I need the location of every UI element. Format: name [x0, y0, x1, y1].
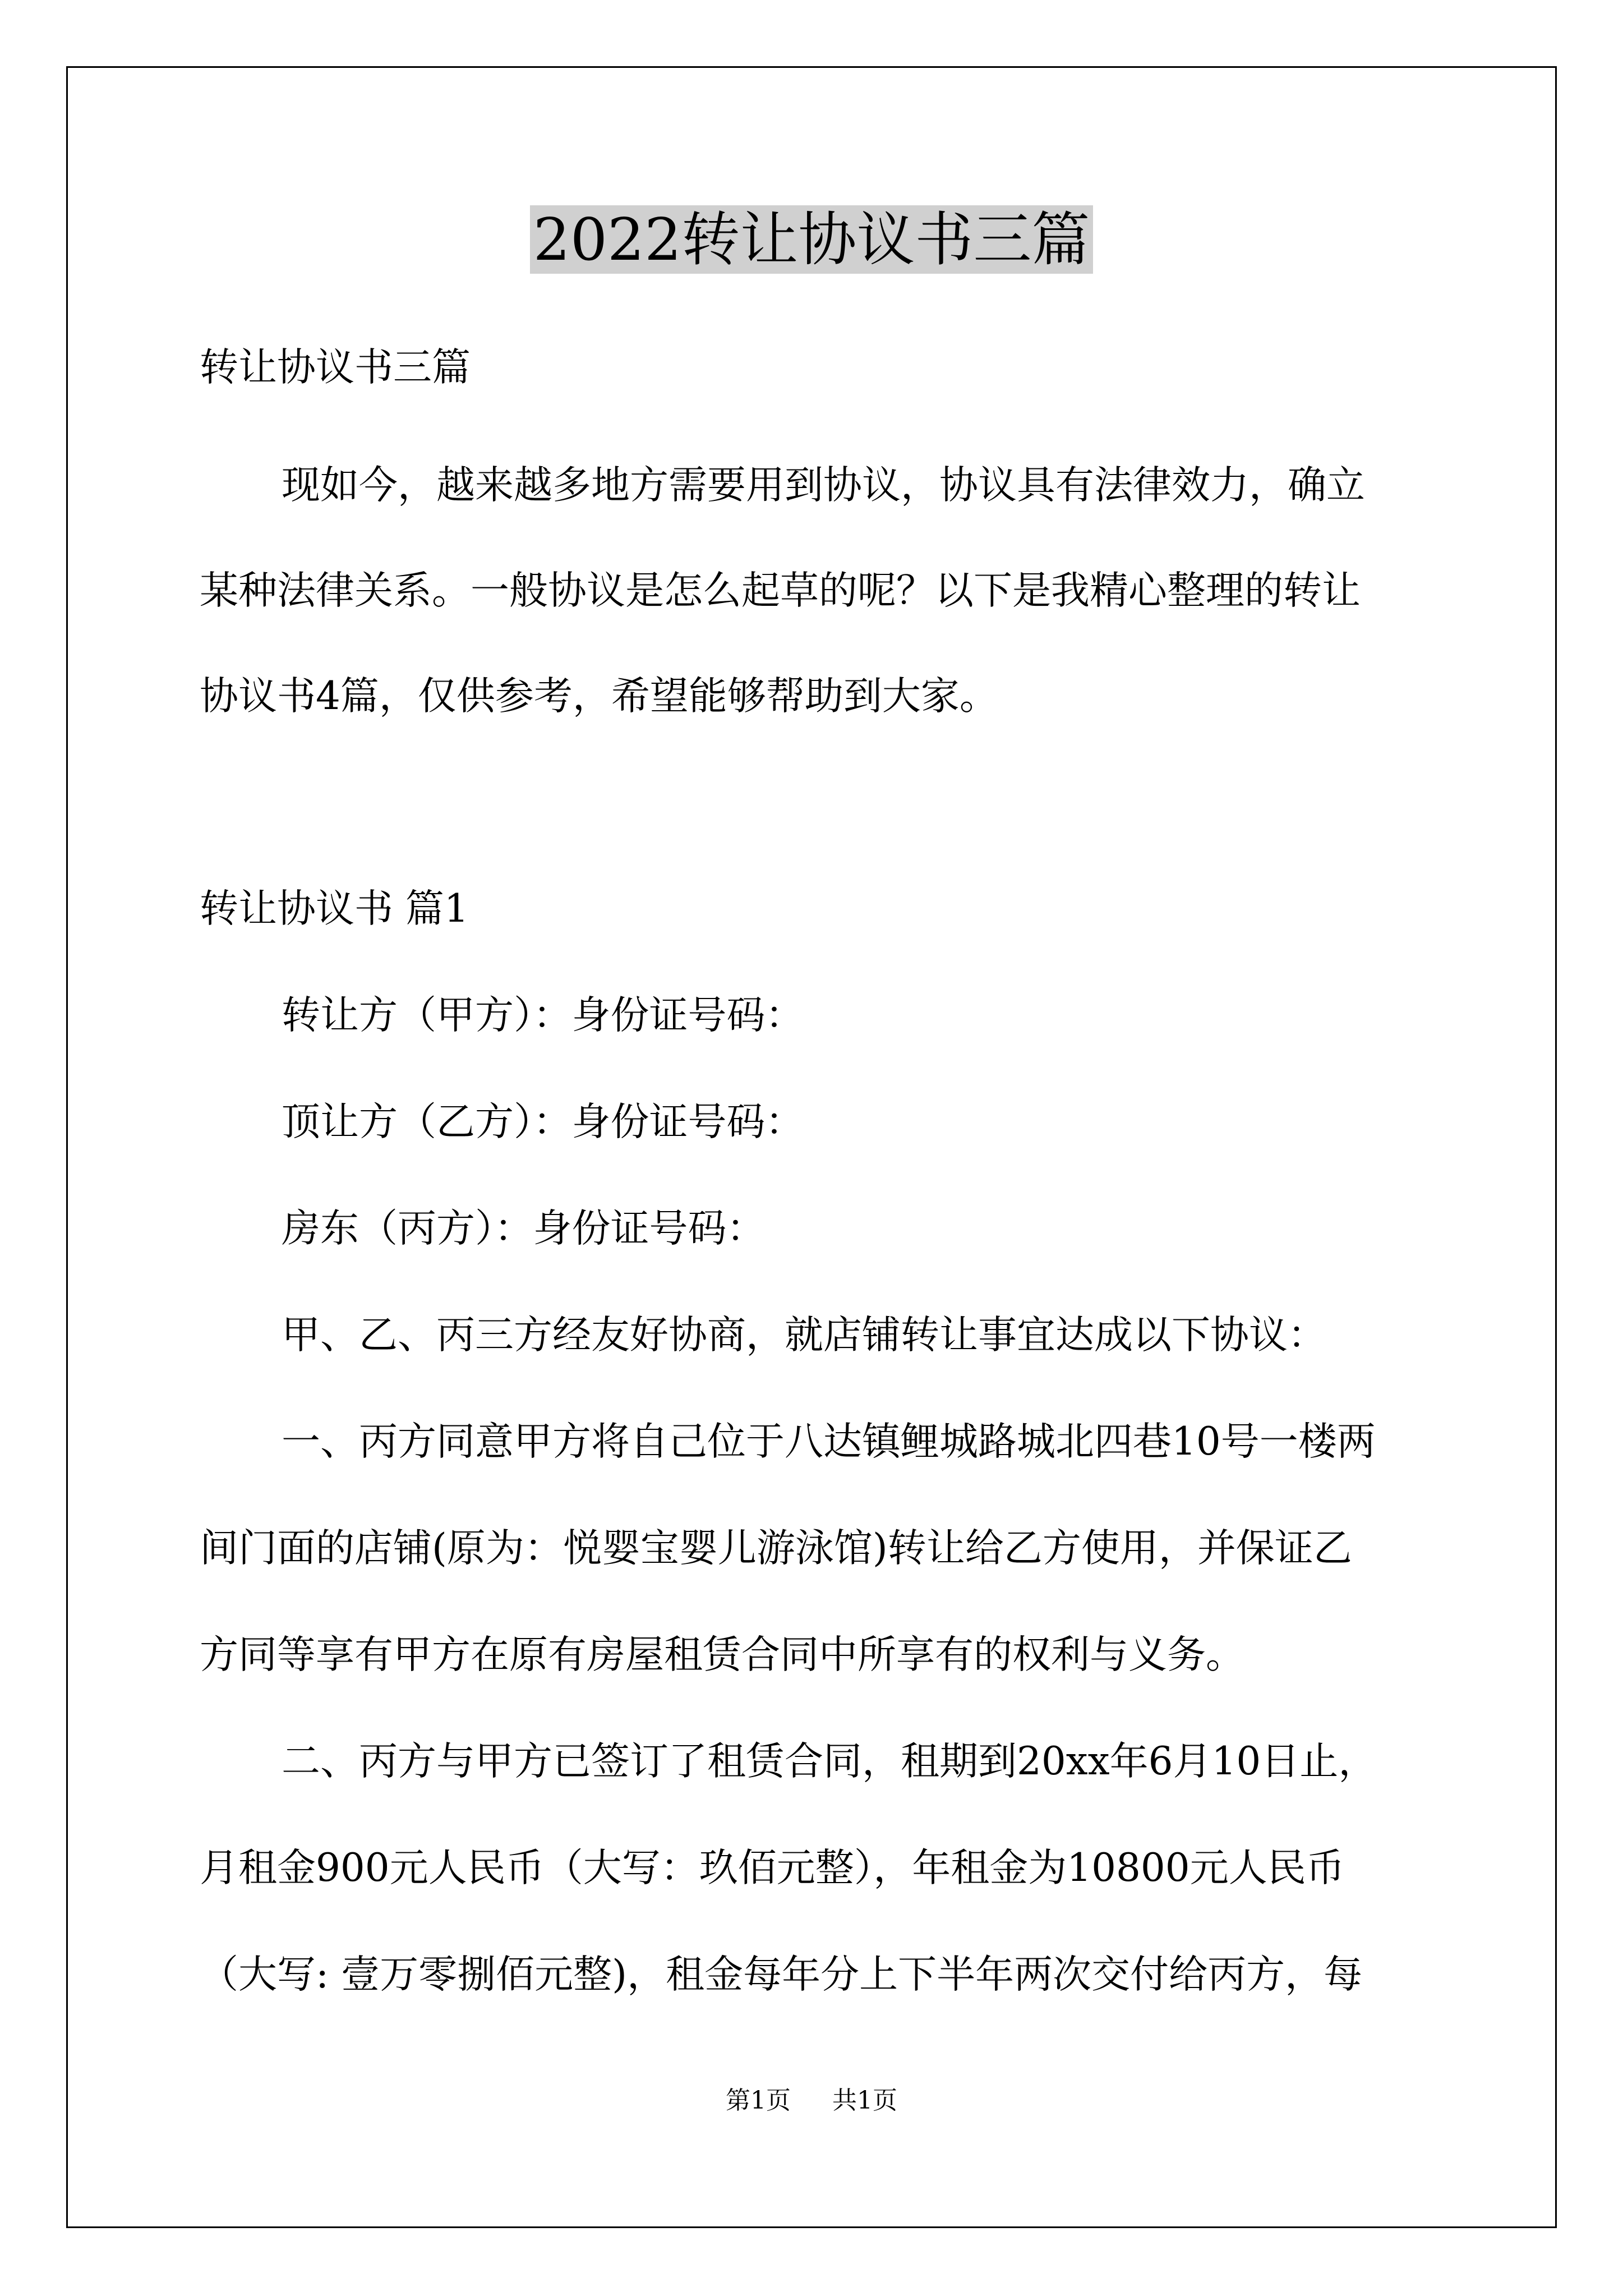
document-title — [0, 197, 1623, 282]
agreement-intro: 甲、乙、丙三方经友好协商，就店铺转让事宜达成以下协议： — [282, 1313, 1326, 1358]
party-line: 转让方（甲方）：身份证号码： — [282, 993, 804, 1038]
clause-line: 月租金900元人民币（大写：玖佰元整），年租金为10800元人民币 — [200, 1846, 1345, 1890]
clause-line: （大写: 壹万零捌佰元整)，租金每年分上下半年两次交付给丙方，每 — [200, 1952, 1363, 1997]
document-title-text: 2022转让协议书三篇 — [530, 205, 1094, 274]
clause-line: 二、丙方与甲方已签订了租赁合同，租期到20xx年6月10日止， — [282, 1739, 1377, 1784]
clause-line: 一、丙方同意甲方将自己位于八达镇鲤城路城北四巷10号一楼两 — [282, 1419, 1376, 1464]
intro-line: 现如今，越来越多地方需要用到协议，协议具有法律效力，确立 — [282, 463, 1365, 508]
page-total: 共1页 — [832, 2086, 897, 2115]
party-line: 房东（丙方）：身份证号码： — [282, 1206, 766, 1251]
intro-line: 协议书4篇，仅供参考，希望能够帮助到大家。 — [200, 674, 998, 719]
page-footer — [0, 2084, 1623, 2118]
party-line: 顶让方（乙方）：身份证号码： — [282, 1099, 804, 1144]
clause-line: 方同等享有甲方在原有房屋租赁合同中所享有的权利与义务。 — [200, 1632, 1244, 1677]
page-number: 第1页 — [726, 2086, 791, 2115]
clause-line: 间门面的店铺(原为：悦婴宝婴儿游泳馆)转让给乙方使用，并保证乙 — [200, 1526, 1352, 1571]
intro-line: 某种法律关系。一般协议是怎么起草的呢？以下是我精心整理的转让 — [200, 568, 1361, 613]
subtitle: 转让协议书三篇 — [200, 345, 471, 390]
section-heading: 转让协议书 篇1 — [200, 886, 469, 931]
